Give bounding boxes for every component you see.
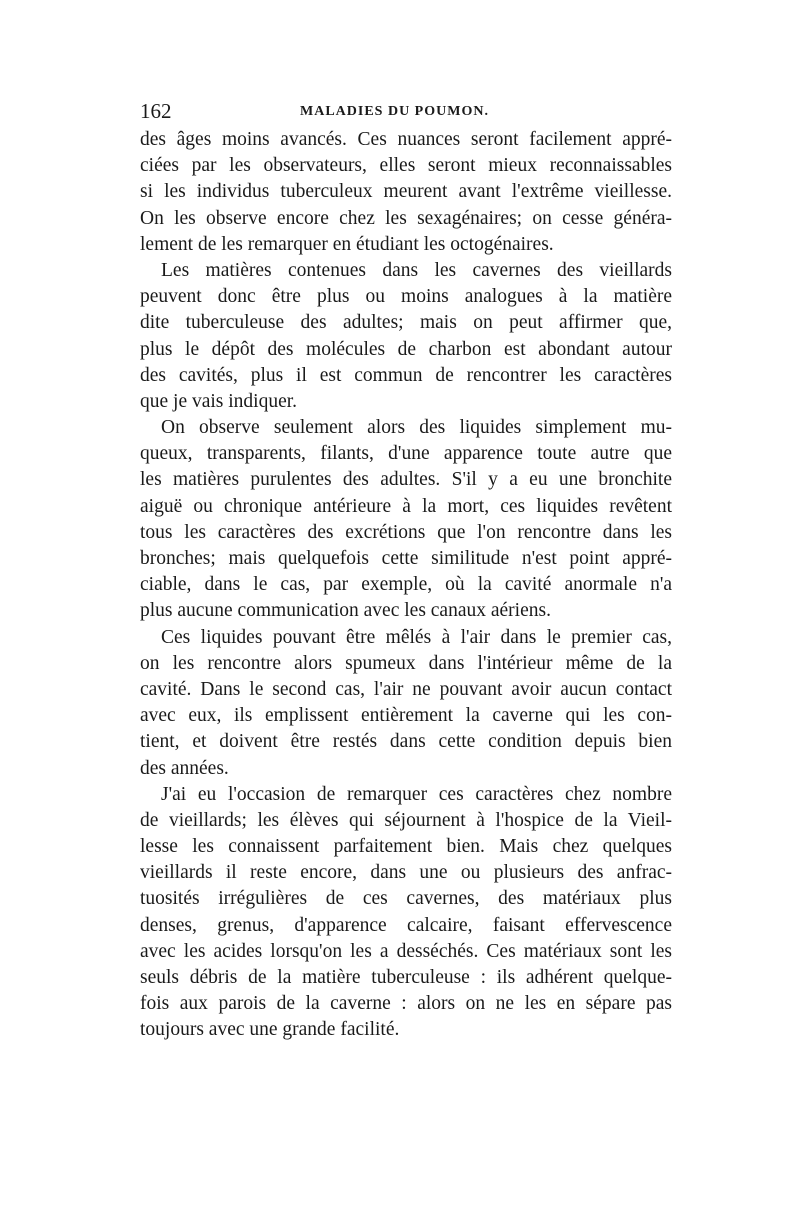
- text-line: tous les caractères des excrétions que l'on rencontre dans les: [140, 521, 672, 543]
- page-header: [140, 97, 670, 125]
- text-line: ciable, dans le cas, par exemple, où la cavité anormale n'a: [140, 574, 672, 596]
- text-line: seuls débris de la matière tuberculeuse : ils adhérent quelque-: [140, 967, 672, 988]
- text-line: vieillards il reste encore, dans une ou plusieurs des anfrac-: [140, 862, 672, 884]
- text-line: Les matières contenues dans les cavernes des vieillards: [161, 259, 672, 281]
- text-line: On observe seulement alors des liquides simplement mu-: [161, 417, 672, 439]
- text-line: si les individus tuberculeux meurent avant l'extrême vieillesse.: [140, 181, 672, 203]
- text-line: lesse les connaissent parfaitement bien. Mais chez quelques: [140, 836, 672, 858]
- text-line: les matières purulentes des adultes. S'il y a eu une bronchite: [140, 469, 672, 491]
- text-line: des années.: [140, 757, 229, 779]
- text-line: des âges moins avancés. Ces nuances seront facilement appré-: [140, 129, 672, 150]
- text-line: bronches; mais quelquefois cette similitude n'est point appré-: [140, 548, 672, 569]
- text-line: aiguë ou chronique antérieure à la mort, ces liquides revêtent: [140, 495, 672, 517]
- text-line: queux, transparents, filants, d'une apparence toute autre que: [140, 443, 672, 465]
- text-line: J'ai eu l'occasion de remarquer ces caractères chez nombre: [161, 783, 672, 805]
- text-line: que je vais indiquer.: [140, 390, 298, 412]
- text-line: des cavités, plus il est commun de rencontrer les caractères: [140, 364, 672, 386]
- text-line: on les rencontre alors spumeux dans l'intérieur même de la: [140, 652, 672, 674]
- text-line: avec les acides lorsqu'on les a desséchés. Ces matériaux sont les: [140, 940, 672, 962]
- text-line: dite tuberculeuse des adultes; mais on peut affirmer que,: [140, 312, 672, 334]
- text-line: avec eux, ils emplissent entièrement la caverne qui les con-: [140, 705, 672, 727]
- text-line: fois aux parois de la caverne : alors on ne les en sépare pas: [140, 993, 672, 1015]
- text-line: tient, et doivent être restés dans cette condition depuis bien: [140, 731, 672, 753]
- text-line: Ces liquides pouvant être mêlés à l'air dans le premier cas,: [161, 626, 672, 648]
- running-title: MALADIES DU POUMON.: [300, 104, 489, 119]
- text-line: de vieillards; les élèves qui séjournent à l'hospice de la Vieil-: [140, 809, 672, 831]
- body-text: [140, 127, 672, 1044]
- text-line: plus le dépôt des molécules de charbon est abondant autour: [140, 338, 672, 360]
- text-line: On les observe encore chez les sexagénaires; on cesse généra-: [140, 207, 672, 229]
- text-line: plus aucune communication avec les canaux aériens.: [140, 600, 551, 622]
- text-line: tuosités irrégulières de ces cavernes, des matériaux plus: [140, 888, 672, 910]
- text-line: peuvent donc être plus ou moins analogues à la matière: [140, 286, 672, 308]
- text-line: cavité. Dans le second cas, l'air ne pouvant avoir aucun contact: [140, 678, 672, 700]
- page-number: 162: [140, 99, 172, 123]
- text-line: lement de les remarquer en étudiant les octogénaires.: [140, 233, 554, 255]
- text-line: ciées par les observateurs, elles seront mieux reconnaissables: [140, 155, 672, 177]
- text-line: toujours avec une grande facilité.: [140, 1019, 400, 1041]
- text-line: denses, grenus, d'apparence calcaire, faisant effervescence: [140, 914, 672, 936]
